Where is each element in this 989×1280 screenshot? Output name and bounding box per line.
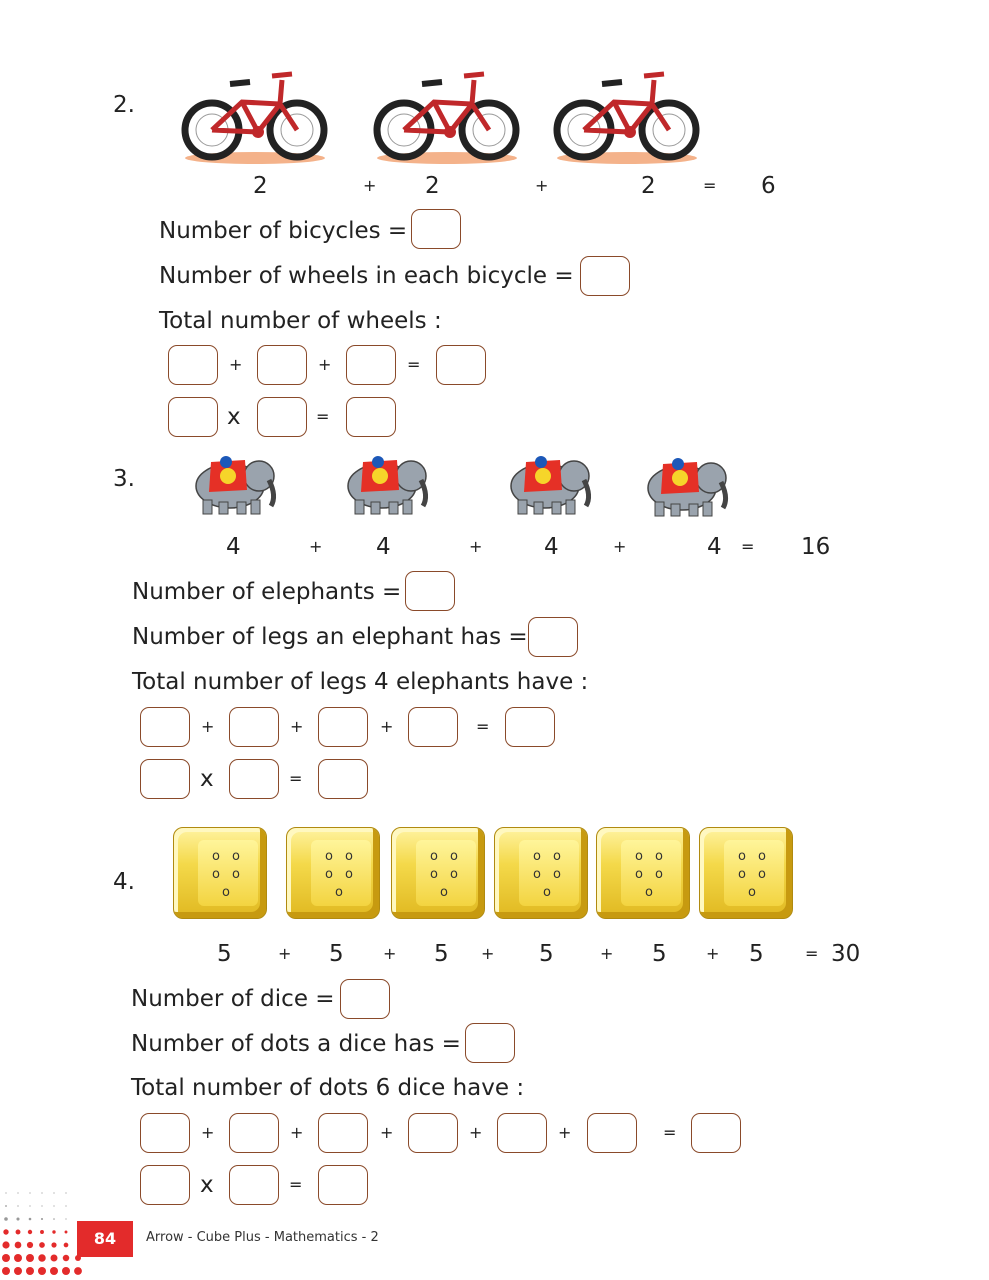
sum-term: 2 (425, 173, 440, 199)
dice-dots-row: o o (634, 849, 668, 864)
answer-box[interactable] (408, 707, 458, 747)
times-sign: x (200, 766, 214, 792)
sum-term: 4 (226, 534, 241, 560)
decoration-dot (4, 1217, 8, 1221)
decoration-dot (50, 1267, 58, 1275)
plus-sign: + (229, 355, 243, 374)
answer-box[interactable] (140, 1113, 190, 1153)
decoration-dot (26, 1254, 34, 1262)
decoration-dot (27, 1242, 33, 1248)
dice-dots-row: o o (324, 849, 358, 864)
decoration-dot (53, 1205, 54, 1206)
decoration-dot (38, 1254, 46, 1262)
plus-sign: + (318, 355, 332, 374)
dice-image-2 (286, 827, 380, 919)
sum-operator: + (363, 176, 377, 195)
answer-box[interactable] (257, 397, 307, 437)
bicycle-image-2 (372, 62, 522, 172)
prompt-total-legs: Total number of legs 4 elephants have : (132, 669, 589, 695)
decoration-dot (5, 1192, 6, 1193)
prompt-number-of-dice: Number of dice = (131, 986, 335, 1012)
answer-box[interactable] (497, 1113, 547, 1153)
equals-sign: = (476, 717, 490, 736)
decoration-dot (39, 1242, 45, 1248)
equals-sign: = (407, 355, 421, 374)
equals-sign: = (289, 769, 303, 788)
prompt-number-of-bicycles: Number of bicycles = (159, 218, 408, 244)
question-number-4: 4. (113, 869, 135, 895)
plus-sign: + (380, 717, 394, 736)
prompt-number-of-elephants: Number of elephants = (132, 579, 402, 605)
plus-sign: + (380, 1123, 394, 1142)
elephant-image-4 (637, 452, 732, 518)
decoration-dot (51, 1255, 58, 1262)
sum-term: 4 (707, 534, 722, 560)
sum-term: 4 (376, 534, 391, 560)
decoration-dot (29, 1218, 32, 1221)
page-number: 84 (77, 1221, 133, 1257)
sum-result: 6 (761, 173, 776, 199)
sum-operator: + (535, 176, 549, 195)
dice-dots-row: o (222, 885, 234, 900)
equals-sign: = (316, 407, 330, 426)
decoration-dot (53, 1192, 54, 1193)
answer-box[interactable] (340, 979, 390, 1019)
prompt-dots-per-dice: Number of dots a dice has = (131, 1031, 461, 1057)
decoration-dot (16, 1217, 19, 1220)
answer-box[interactable] (405, 571, 455, 611)
answer-box[interactable] (140, 707, 190, 747)
decoration-dot (41, 1192, 42, 1193)
decoration-dot (2, 1267, 10, 1275)
answer-box[interactable] (229, 1165, 279, 1205)
dice-dots-row: o o (211, 849, 245, 864)
sum-operator: + (278, 944, 292, 963)
answer-box[interactable] (411, 209, 461, 249)
decoration-dot (53, 1218, 55, 1220)
dice-dots-row: o (440, 885, 452, 900)
times-sign: x (200, 1172, 214, 1198)
dice-dots-row: o o (324, 867, 358, 882)
answer-box[interactable] (408, 1113, 458, 1153)
decoration-dot (74, 1267, 82, 1275)
plus-sign: + (469, 1123, 483, 1142)
question-number-3: 3. (113, 466, 135, 492)
sum-operator: = (741, 537, 755, 556)
decoration-dot (40, 1230, 44, 1234)
answer-box[interactable] (318, 1113, 368, 1153)
decoration-dot (28, 1230, 32, 1234)
sum-term: 4 (544, 534, 559, 560)
decoration-dot (2, 1254, 10, 1262)
decoration-dot (62, 1267, 70, 1275)
plus-sign: + (201, 1123, 215, 1142)
sum-term: 5 (217, 941, 232, 967)
dice-image-5 (596, 827, 690, 919)
elephant-image-3 (500, 450, 595, 516)
decoration-dot (65, 1192, 66, 1193)
sum-operator: + (481, 944, 495, 963)
bicycle-image-3 (552, 62, 702, 172)
question-number-2: 2. (113, 92, 135, 118)
decoration-dot (26, 1267, 34, 1275)
dice-dots-row: o o (737, 867, 771, 882)
answer-box[interactable] (318, 759, 368, 799)
decoration-dot (16, 1230, 21, 1235)
dice-image-3 (391, 827, 485, 919)
answer-box[interactable] (229, 1113, 279, 1153)
plus-sign: + (558, 1123, 572, 1142)
elephant-image-1 (185, 450, 280, 516)
sum-term: 5 (749, 941, 764, 967)
answer-box[interactable] (229, 759, 279, 799)
decoration-dot (65, 1218, 66, 1219)
plus-sign: + (201, 717, 215, 736)
answer-box[interactable] (140, 1165, 190, 1205)
answer-box[interactable] (229, 707, 279, 747)
decoration-dot (17, 1192, 18, 1193)
decoration-dot (14, 1267, 22, 1275)
dice-dots-row: o (645, 885, 657, 900)
dice-dots-row: o o (634, 867, 668, 882)
sum-term: 5 (652, 941, 667, 967)
sum-term: 5 (539, 941, 554, 967)
times-sign: x (227, 404, 241, 430)
answer-box[interactable] (580, 256, 630, 296)
dice-image-4 (494, 827, 588, 919)
decoration-dot (2, 1241, 9, 1248)
sum-operator: + (613, 537, 627, 556)
equals-sign: = (663, 1123, 677, 1142)
sum-operator: + (309, 537, 323, 556)
answer-box[interactable] (257, 345, 307, 385)
answer-box[interactable] (346, 397, 396, 437)
sum-result: 16 (801, 534, 831, 560)
sum-term: 5 (329, 941, 344, 967)
answer-box[interactable] (318, 1165, 368, 1205)
prompt-legs-per-elephant: Number of legs an elephant has = (132, 624, 528, 650)
dice-image-6 (699, 827, 793, 919)
decoration-dot (38, 1267, 46, 1275)
answer-box[interactable] (346, 345, 396, 385)
dice-dots-row: o o (429, 867, 463, 882)
dice-dots-row: o (335, 885, 347, 900)
bicycle-image-1 (180, 62, 330, 172)
prompt-total-wheels: Total number of wheels : (159, 308, 442, 334)
decoration-dot (15, 1242, 22, 1249)
dice-image-1 (173, 827, 267, 919)
decoration-dot (14, 1254, 22, 1262)
decoration-dot (41, 1205, 42, 1206)
dice-dots-row: o o (532, 867, 566, 882)
answer-box[interactable] (505, 707, 555, 747)
sum-operator: + (469, 537, 483, 556)
decoration-dot (3, 1229, 8, 1234)
dice-dots-row: o o (429, 849, 463, 864)
prompt-total-dots: Total number of dots 6 dice have : (131, 1075, 525, 1101)
answer-box[interactable] (691, 1113, 741, 1153)
dice-dots-row: o (543, 885, 555, 900)
equals-sign: = (289, 1175, 303, 1194)
decoration-dot (29, 1205, 30, 1206)
sum-term: 5 (434, 941, 449, 967)
answer-box[interactable] (465, 1023, 515, 1063)
sum-operator: + (706, 944, 720, 963)
sum-result: 30 (831, 941, 861, 967)
sum-operator: = (703, 176, 717, 195)
decoration-dot (65, 1205, 66, 1206)
plus-sign: + (290, 717, 304, 736)
decoration-dot (5, 1205, 7, 1207)
decoration-dot (63, 1255, 70, 1262)
answer-box[interactable] (436, 345, 486, 385)
dice-dots-row: o o (532, 849, 566, 864)
sum-operator: + (383, 944, 397, 963)
decoration-dot (65, 1231, 68, 1234)
answer-box[interactable] (318, 707, 368, 747)
answer-box[interactable] (587, 1113, 637, 1153)
dice-dots-row: o (748, 885, 760, 900)
dice-dots-row: o o (737, 849, 771, 864)
sum-term: 2 (641, 173, 656, 199)
decoration-dot (17, 1205, 18, 1206)
decoration-dot (41, 1218, 43, 1220)
answer-box[interactable] (168, 345, 218, 385)
sum-term: 2 (253, 173, 268, 199)
elephant-image-2 (337, 450, 432, 516)
book-title: Arrow - Cube Plus - Mathematics - 2 (146, 1230, 379, 1245)
prompt-wheels-per-bicycle: Number of wheels in each bicycle = (159, 263, 574, 289)
sum-operator: = (805, 944, 819, 963)
decoration-dot (29, 1192, 30, 1193)
decoration-dot (51, 1242, 56, 1247)
decoration-dot (52, 1230, 55, 1233)
answer-box[interactable] (528, 617, 578, 657)
answer-box[interactable] (140, 759, 190, 799)
plus-sign: + (290, 1123, 304, 1142)
decoration-dot (64, 1243, 69, 1248)
sum-operator: + (600, 944, 614, 963)
answer-box[interactable] (168, 397, 218, 437)
dice-dots-row: o o (211, 867, 245, 882)
